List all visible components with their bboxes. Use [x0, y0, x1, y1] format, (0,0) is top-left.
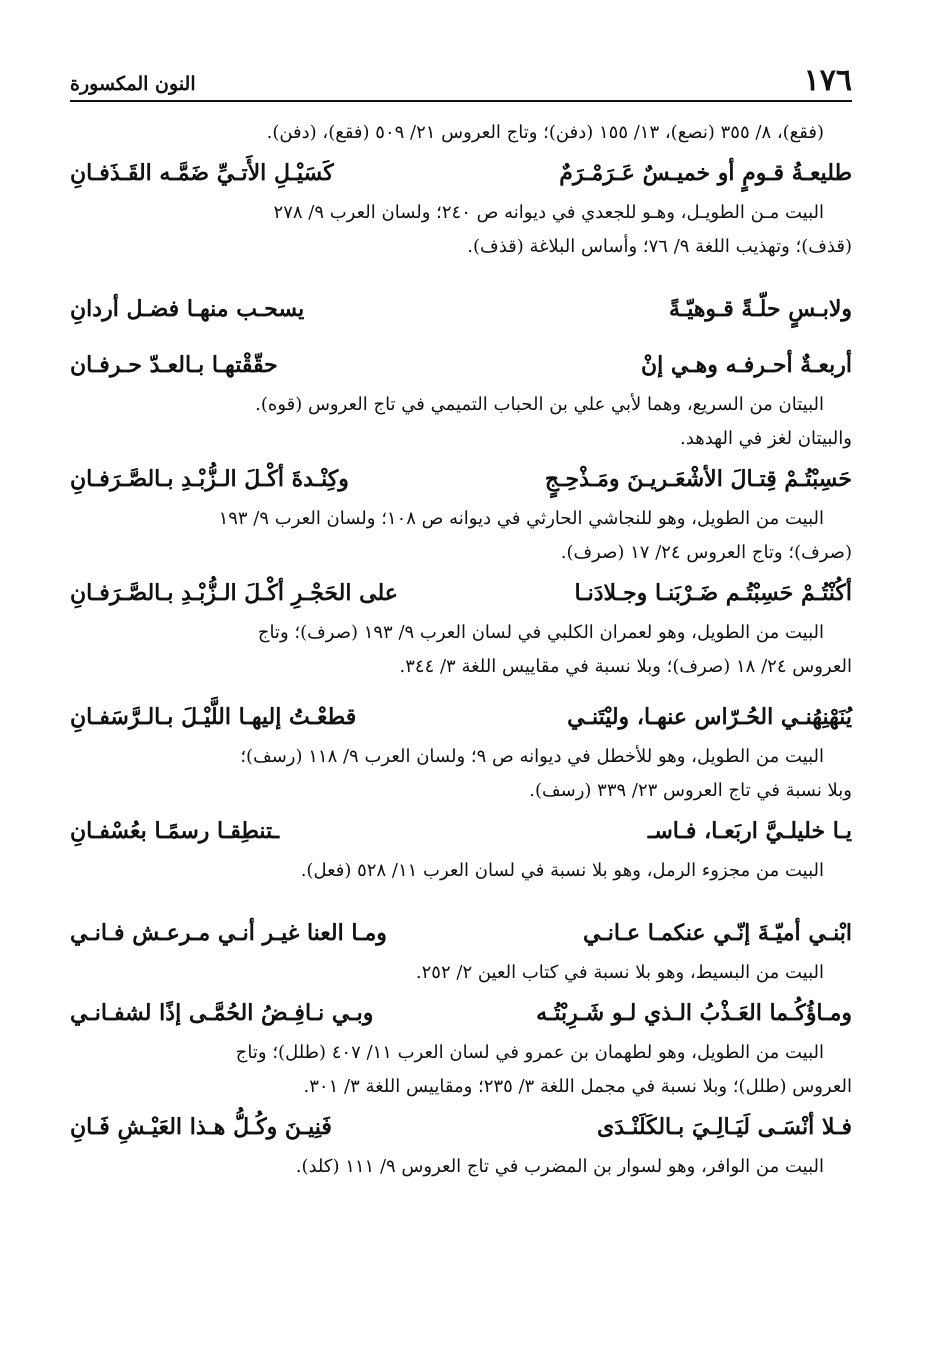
note-line: والبيتان لغز في الهدهد. — [680, 428, 852, 449]
note-line: (فقع)، ٨/ ٣٥٥ (نصع)، ١٣/ ١٥٥ (دفن)؛ وتاج العروس ٢١/ ٥٠٩ (فقع)، (دفن). — [266, 122, 824, 143]
verse — [70, 150, 852, 196]
verse-first-hemistich: يـا خليلـيَّ اربَعـا، فـاسـ — [647, 818, 852, 844]
carryover-note — [70, 116, 824, 150]
verse-first-hemistich: يُنَهْنِهُنـي الحُـرّاس عنهـا، وليْتَنـي — [567, 704, 852, 730]
verse-note — [70, 616, 852, 684]
page-header — [70, 62, 852, 102]
verse — [70, 286, 852, 332]
verse-second-hemistich: يسحـب منهـا فضـل أردانِ — [70, 296, 305, 322]
verse — [70, 694, 852, 740]
verse-note — [70, 388, 852, 456]
spacer — [70, 264, 852, 286]
verse-second-hemistich: وكِنْـدةَ أكْـلَ الـزُّبْـدِ بـالصَّـرَفـانِ — [70, 466, 349, 492]
verse-note — [70, 1036, 852, 1104]
verse — [70, 456, 852, 502]
verse-note — [70, 956, 824, 990]
spacer — [70, 888, 852, 910]
verse-first-hemistich: ابْنـي أميّـةَ إنّـي عنكمـا عـانـي — [582, 920, 852, 946]
note-line: العروس (طلل)؛ وبلا نسبة في مجمل اللغة ٣/ ٢٣٥؛ ومقاييس اللغة ٣/ ٣٠١. — [303, 1076, 852, 1097]
verse-second-hemistich: كَسَيْـلِ الأَتـيِّ ضَمَّـه القَـذَفـانِ — [70, 160, 334, 186]
entry — [70, 570, 852, 684]
verse-note — [70, 1150, 824, 1184]
verse — [70, 570, 852, 616]
entry — [70, 286, 852, 456]
spacer — [70, 684, 852, 694]
verse-note — [70, 740, 852, 808]
verse — [70, 910, 852, 956]
verse-first-hemistich: فـلا أنْسَـى لَيَـالِـيَ بـالكَلَنْـدَى — [597, 1114, 852, 1140]
entry — [70, 694, 852, 808]
note-line: البيت من البسيط، وهو بلا نسبة في كتاب العين ٢/ ٢٥٢. — [415, 962, 824, 983]
verse-second-hemistich: فَنِيـنَ وكُـلُّ هـذا العَيْـشِ فَـانِ — [70, 1114, 332, 1140]
verse — [70, 342, 852, 388]
note-line: البيتان من السريع، وهما لأبي علي بن الحباب التميمي في تاج العروس (قوه). — [255, 394, 824, 415]
verse-second-hemistich: ـتنطِقـا رسمًـا بعُسْفـانِ — [70, 818, 280, 844]
verse-second-hemistich: قطعْـتُ إليهـا اللَّيْـلَ بـالـرَّسَفـانِ — [70, 704, 357, 730]
page-number: ١٧٦ — [803, 63, 852, 98]
note-line: (قذف)؛ وتهذيب اللغة ٩/ ٧٦؛ وأساس البلاغة (قذف). — [467, 236, 852, 257]
note-line: البيت من الوافر، وهو لسوار بن المضرب في تاج العروس ٩/ ١١١ (كلد). — [295, 1156, 824, 1177]
entry — [70, 910, 852, 990]
note-line: البيت من مجزوء الرمل، وهو بلا نسبة في لسان العرب ١١/ ٥٢٨ (فعل). — [300, 860, 824, 881]
verse-second-hemistich: ومـا العنا غيـر أنـي مـرعـش فـانـي — [70, 920, 387, 946]
verse-first-hemistich: أربعـةٌ أحـرفـه وهـي إنْ — [640, 352, 852, 378]
verse-second-hemistich: على الحَجْـرِ أكْـلَ الـزُّبْـدِ بـالصَّـرَفـانِ — [70, 580, 398, 606]
note-line: البيت من الطويل، وهو للأخطل في ديوانه ص ٩؛ ولسان العرب ٩/ ١١٨ (رسف)؛ — [240, 746, 824, 767]
note-line: البيت مـن الطويـل، وهـو للجعدي في ديوانه ص ٢٤٠؛ ولسان العرب ٩/ ٢٧٨ — [273, 202, 824, 223]
note-line: البيت من الطويل، وهو لطهمان بن عمرو في لسان العرب ١١/ ٤٠٧ (طلل)؛ وتاج — [235, 1042, 824, 1063]
verse-note — [70, 196, 852, 264]
verse-first-hemistich: طليعـةُ قـومٍ أو خميـسٌ عَـرَمْـرَمٌ — [559, 160, 852, 186]
verse-note — [70, 502, 852, 570]
note-line: العروس ٢٤/ ١٨ (صرف)؛ وبلا نسبة في مقاييس اللغة ٣/ ٣٤٤. — [399, 656, 852, 677]
verse-first-hemistich: أكُنْتُـمْ حَسِبْتُـم ضَـرْبَنـا وجـلادَنـا — [574, 580, 852, 606]
note-line: وبلا نسبة في تاج العروس ٢٣/ ٣٣٩ (رسف). — [529, 780, 852, 801]
verse-first-hemistich: حَسِبْتُـمْ قِتـالَ الأشْعَـريـنَ ومَـذْحِـجٍ — [544, 466, 852, 492]
verse-first-hemistich: ومـاؤُكُـما العَـذْبُ الـذي لـو شَـرِبْتُـه — [536, 1000, 852, 1026]
running-title: النون المكسورة — [70, 73, 196, 95]
verse — [70, 1104, 852, 1150]
verse-note — [70, 854, 824, 888]
verse — [70, 990, 852, 1036]
entry — [70, 150, 852, 264]
note-line: (صرف)؛ وتاج العروس ٢٤/ ١٧ (صرف). — [560, 542, 852, 563]
entry — [70, 990, 852, 1104]
verse-first-hemistich: ولابـسٍ حلّـةً قـوهيّـةً — [668, 296, 852, 322]
verse — [70, 808, 852, 854]
entry — [70, 808, 852, 888]
note-line: البيت من الطويل، وهو لعمران الكلبي في لسان العرب ٩/ ١٩٣ (صرف)؛ وتاج — [257, 622, 824, 643]
verse-second-hemistich: حقّقْتهـا بـالعـدّ حـرفـان — [70, 352, 278, 378]
spacer — [70, 332, 852, 342]
entry — [70, 456, 852, 570]
note-line: البيت من الطويل، وهو للنجاشي الحارثي في ديوانه ص ١٠٨؛ ولسان العرب ٩/ ١٩٣ — [218, 508, 824, 529]
verse-second-hemistich: وبـي نـافِـضُ الحُمَّـى إذًا لشفـانـي — [70, 1000, 374, 1026]
entry — [70, 1104, 852, 1184]
